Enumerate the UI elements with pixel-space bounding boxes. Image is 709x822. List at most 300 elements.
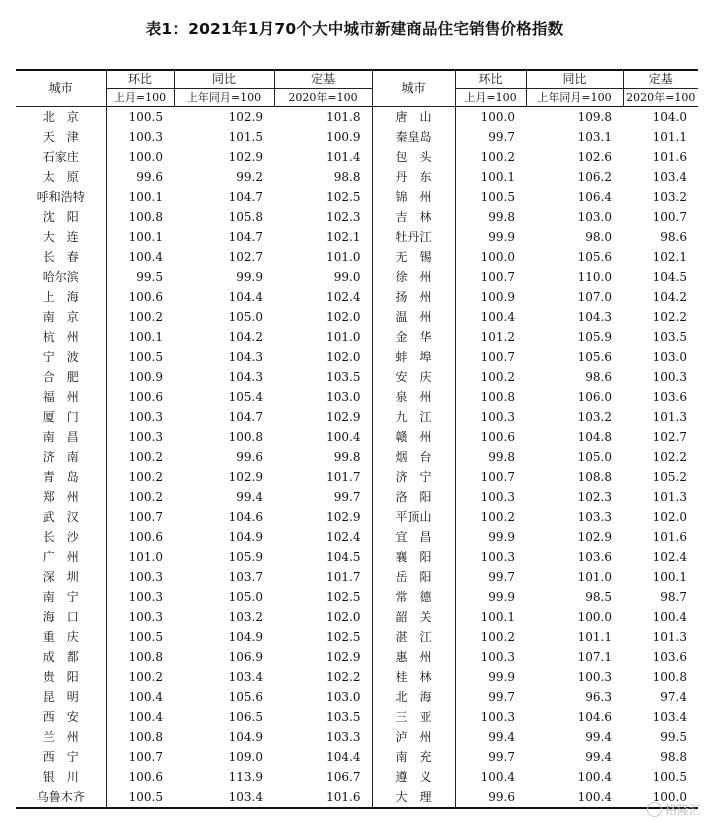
left-city-cell: 海 口 [16,607,106,627]
left-yoy-cell: 113.9 [228,770,263,784]
subheader-base-right: 2020年=100 [623,89,698,107]
left-base-cell: 100.4 [326,430,361,444]
left-yoy-cell: 103.4 [228,670,263,684]
right-mom-cell: 100.3 [480,710,515,724]
right-base-cell: 100.8 [652,670,687,684]
right-base-cell: 105.2 [652,470,687,484]
left-yoy-cell: 102.7 [228,250,263,264]
left-base-cell: 99.0 [333,270,361,284]
table-row [16,287,698,307]
right-city-cell: 金 华 [372,327,455,347]
left-base-cell: 102.0 [326,350,361,364]
table-row [16,667,698,687]
right-city-cell: 温 州 [372,307,455,327]
left-base-cell: 102.0 [326,610,361,624]
right-mom-cell: 100.6 [480,430,515,444]
right-city-cell: 吉 林 [372,207,455,227]
table-row [16,527,698,547]
left-yoy-cell: 99.6 [236,450,263,464]
right-yoy-cell: 100.4 [526,787,623,808]
left-yoy-cell: 105.0 [228,310,263,324]
left-city-cell: 西 宁 [16,747,106,767]
left-yoy-cell: 105.8 [228,210,263,224]
right-mom-cell: 100.9 [480,290,515,304]
right-city-cell: 赣 州 [372,427,455,447]
right-mom-cell: 99.4 [488,730,515,744]
left-yoy-cell: 104.9 [228,730,263,744]
right-city-cell: 岳 阳 [372,567,455,587]
left-mom-cell: 100.2 [128,450,163,464]
left-base-cell: 102.5 [326,190,361,204]
right-city-cell: 徐 州 [372,267,455,287]
right-base-cell: 101.3 [652,490,687,504]
table-row [16,567,698,587]
right-yoy-cell: 101.1 [577,630,612,644]
left-city-cell: 郑 州 [16,487,106,507]
left-mom-cell: 100.6 [128,290,163,304]
right-yoy-cell: 104.6 [577,710,612,724]
left-city-cell: 厦 门 [16,407,106,427]
right-city-cell: 丹 东 [372,167,455,187]
left-city-cell: 哈尔滨 [16,267,106,287]
right-base-cell: 102.7 [652,430,687,444]
right-city-cell: 九 江 [372,407,455,427]
left-yoy-cell: 102.9 [228,150,263,164]
left-base-cell: 99.7 [333,490,361,504]
right-base-cell: 103.4 [652,170,687,184]
left-base-cell: 101.7 [326,470,361,484]
left-yoy-cell: 100.8 [228,430,263,444]
right-city-cell: 济 宁 [372,467,455,487]
left-yoy-cell: 104.7 [228,410,263,424]
right-yoy-cell: 96.3 [585,690,612,704]
left-mom-cell: 100.7 [128,510,163,524]
left-yoy-cell: 106.9 [228,650,263,664]
right-yoy-cell: 100.3 [577,670,612,684]
right-base-cell: 104.5 [652,270,687,284]
left-yoy-cell: 104.9 [228,530,263,544]
left-base-cell: 103.0 [326,690,361,704]
table-row [16,767,698,787]
right-city-cell: 襄 阳 [372,547,455,567]
left-city-cell: 兰 州 [16,727,106,747]
table-row [16,387,698,407]
table-row [16,347,698,367]
right-base-cell: 104.2 [652,290,687,304]
left-mom-cell: 100.5 [128,630,163,644]
left-base-cell: 102.9 [326,510,361,524]
left-city-cell: 长 沙 [16,527,106,547]
right-yoy-cell: 101.0 [577,570,612,584]
right-city-cell: 洛 阳 [372,487,455,507]
left-city-cell: 贵 阳 [16,667,106,687]
table-body [16,107,698,809]
right-yoy-cell: 107.0 [577,290,612,304]
left-mom-cell: 100.3 [128,410,163,424]
subheader-yoy-left: 上年同月=100 [174,89,274,107]
right-mom-cell: 100.7 [480,470,515,484]
header-city-right: 城市 [372,70,455,107]
left-mom-cell: 99.5 [136,270,163,284]
left-city-cell: 宁 波 [16,347,106,367]
left-mom-cell: 100.6 [128,390,163,404]
left-base-cell: 99.8 [333,450,361,464]
left-city-cell: 武 汉 [16,507,106,527]
left-mom-cell: 100.5 [106,787,174,808]
right-yoy-cell: 105.9 [577,330,612,344]
right-mom-cell: 101.2 [480,330,515,344]
right-city-cell: 大 理 [372,787,455,808]
left-yoy-cell: 104.2 [228,330,263,344]
left-base-cell: 103.3 [326,730,361,744]
left-base-cell: 102.5 [326,590,361,604]
left-yoy-cell: 109.0 [228,750,263,764]
left-yoy-cell: 101.5 [228,130,263,144]
right-yoy-cell: 102.3 [577,490,612,504]
left-yoy-cell: 105.6 [228,690,263,704]
right-mom-cell: 100.3 [480,550,515,564]
right-mom-cell: 99.9 [488,530,515,544]
left-city-cell: 沈 阳 [16,207,106,227]
right-mom-cell: 100.4 [480,310,515,324]
right-base-cell: 103.4 [652,710,687,724]
left-base-cell: 104.5 [326,550,361,564]
left-base-cell: 102.0 [326,310,361,324]
header-base-left: 定基 [274,70,372,89]
left-yoy-cell: 104.6 [228,510,263,524]
left-yoy-cell: 104.7 [228,190,263,204]
right-base-cell: 97.4 [660,690,687,704]
right-yoy-cell: 103.1 [577,130,612,144]
right-base-cell: 100.0 [623,787,698,808]
left-mom-cell: 100.2 [128,310,163,324]
right-base-cell: 103.5 [652,330,687,344]
right-yoy-cell: 98.0 [585,230,612,244]
table-row [16,547,698,567]
right-yoy-cell: 106.4 [577,190,612,204]
right-yoy-cell: 105.6 [577,250,612,264]
table-row [16,307,698,327]
right-base-cell: 103.6 [652,650,687,664]
right-city-cell: 湛 江 [372,627,455,647]
table-row [16,747,698,767]
left-base-cell: 104.4 [326,750,361,764]
left-city-cell: 大 连 [16,227,106,247]
subheader-mom-left: 上月=100 [106,89,174,107]
right-yoy-cell: 103.3 [577,510,612,524]
right-city-cell: 平顶山 [372,507,455,527]
left-city-cell: 深 圳 [16,567,106,587]
right-mom-cell: 100.8 [480,390,515,404]
left-base-cell: 101.0 [326,250,361,264]
watermark-text: 格隆汇 [664,803,701,817]
right-yoy-cell: 106.2 [577,170,612,184]
left-yoy-cell: 102.9 [228,470,263,484]
right-city-cell: 三 亚 [372,707,455,727]
right-base-cell: 102.2 [652,450,687,464]
left-city-cell: 福 州 [16,387,106,407]
left-mom-cell: 100.8 [128,210,163,224]
right-mom-cell: 100.7 [480,350,515,364]
left-mom-cell: 100.0 [128,150,163,164]
left-base-cell: 102.2 [326,670,361,684]
left-yoy-cell: 104.4 [228,290,263,304]
right-mom-cell: 99.8 [488,450,515,464]
table-row [16,467,698,487]
left-city-cell: 石家庄 [16,147,106,167]
table-row [16,447,698,467]
left-mom-cell: 100.6 [128,530,163,544]
left-yoy-cell: 104.3 [228,350,263,364]
right-yoy-cell: 98.5 [585,590,612,604]
left-yoy-cell: 106.5 [228,710,263,724]
left-mom-cell: 100.6 [128,770,163,784]
right-mom-cell: 100.3 [480,410,515,424]
left-yoy-cell: 105.4 [228,390,263,404]
left-city-cell: 乌鲁木齐 [16,787,106,808]
right-yoy-cell: 98.6 [585,370,612,384]
right-base-cell: 100.1 [652,570,687,584]
left-city-cell: 南 昌 [16,427,106,447]
right-mom-cell: 99.7 [488,130,515,144]
right-mom-cell: 100.2 [480,150,515,164]
left-mom-cell: 100.2 [128,490,163,504]
header-mom-left: 环比 [106,70,174,89]
left-base-cell: 100.9 [326,130,361,144]
right-city-cell: 安 庆 [372,367,455,387]
left-city-cell: 北 京 [16,107,106,128]
left-city-cell: 天 津 [16,127,106,147]
watermark [647,801,701,818]
left-base-cell: 106.7 [326,770,361,784]
right-base-cell: 98.6 [660,230,687,244]
right-city-cell: 常 德 [372,587,455,607]
left-mom-cell: 100.8 [128,650,163,664]
left-base-cell: 102.9 [326,410,361,424]
left-base-cell: 103.0 [326,390,361,404]
left-city-cell: 昆 明 [16,687,106,707]
right-mom-cell: 100.1 [480,170,515,184]
left-mom-cell: 100.8 [128,730,163,744]
left-yoy-cell: 105.9 [228,550,263,564]
right-mom-cell: 99.7 [488,690,515,704]
right-city-cell: 唐 山 [372,107,455,128]
table-row [16,367,698,387]
left-mom-cell: 100.4 [128,250,163,264]
right-city-cell: 扬 州 [372,287,455,307]
right-city-cell: 宜 昌 [372,527,455,547]
right-yoy-cell: 105.6 [577,350,612,364]
right-base-cell: 98.8 [660,750,687,764]
left-city-cell: 长 春 [16,247,106,267]
right-base-cell: 103.6 [652,390,687,404]
left-city-cell: 成 都 [16,647,106,667]
right-city-cell: 锦 州 [372,187,455,207]
left-base-cell: 101.7 [326,570,361,584]
left-yoy-cell: 104.3 [228,370,263,384]
table-row [16,187,698,207]
right-city-cell: 遵 义 [372,767,455,787]
left-mom-cell: 100.2 [128,670,163,684]
right-mom-cell: 100.3 [480,490,515,504]
right-yoy-cell: 103.6 [577,550,612,564]
left-base-cell: 102.9 [326,650,361,664]
right-city-cell: 烟 台 [372,447,455,467]
right-yoy-cell: 99.4 [585,730,612,744]
right-yoy-cell: 103.2 [577,410,612,424]
right-yoy-cell: 108.8 [577,470,612,484]
right-base-cell: 100.7 [652,210,687,224]
right-yoy-cell: 107.1 [577,650,612,664]
right-mom-cell: 100.4 [480,770,515,784]
right-mom-cell: 100.1 [480,610,515,624]
right-yoy-cell: 106.0 [577,390,612,404]
right-base-cell: 104.0 [652,110,687,124]
left-mom-cell: 100.4 [128,710,163,724]
left-mom-cell: 101.0 [128,550,163,564]
left-yoy-cell: 103.2 [228,610,263,624]
left-base-cell: 103.5 [326,710,361,724]
right-base-cell: 98.7 [660,590,687,604]
subheader-mom-right: 上月=100 [455,89,526,107]
table-row [16,707,698,727]
right-city-cell: 包 头 [372,147,455,167]
right-mom-cell: 99.9 [488,230,515,244]
table-row [16,787,698,808]
header-base-right: 定基 [623,70,698,89]
right-base-cell: 101.3 [652,410,687,424]
subheader-yoy-right: 上年同月=100 [526,89,623,107]
left-base-cell: 101.0 [326,330,361,344]
right-city-cell: 桂 林 [372,667,455,687]
left-city-cell: 重 庆 [16,627,106,647]
right-mom-cell: 100.7 [480,270,515,284]
right-base-cell: 101.3 [652,630,687,644]
right-yoy-cell: 103.0 [577,210,612,224]
right-city-cell: 秦皇岛 [372,127,455,147]
right-city-cell: 泉 州 [372,387,455,407]
header-yoy-left: 同比 [174,70,274,89]
left-city-cell: 上 海 [16,287,106,307]
left-mom-cell: 100.2 [128,470,163,484]
right-base-cell: 102.2 [652,310,687,324]
right-city-cell: 蚌 埠 [372,347,455,367]
left-mom-cell: 100.3 [128,430,163,444]
left-base-cell: 101.6 [274,787,372,808]
left-city-cell: 呼和浩特 [16,187,106,207]
right-mom-cell: 99.7 [488,570,515,584]
left-mom-cell: 100.5 [128,350,163,364]
right-city-cell: 无 锡 [372,247,455,267]
right-yoy-cell: 109.8 [577,110,612,124]
table-row [16,687,698,707]
right-yoy-cell: 99.4 [585,750,612,764]
left-yoy-cell: 99.4 [236,490,263,504]
left-yoy-cell: 105.0 [228,590,263,604]
right-base-cell: 101.1 [652,130,687,144]
left-yoy-cell: 102.9 [228,110,263,124]
right-base-cell: 101.6 [652,530,687,544]
right-mom-cell: 100.2 [480,370,515,384]
right-mom-cell: 100.2 [480,630,515,644]
left-city-cell: 广 州 [16,547,106,567]
left-city-cell: 西 安 [16,707,106,727]
table-row [16,107,698,128]
right-base-cell: 102.4 [652,550,687,564]
left-base-cell: 102.3 [326,210,361,224]
right-yoy-cell: 110.0 [577,270,612,284]
left-base-cell: 101.4 [326,150,361,164]
table-row [16,407,698,427]
left-base-cell: 102.1 [326,230,361,244]
right-base-cell: 100.4 [652,610,687,624]
left-city-cell: 济 南 [16,447,106,467]
table-row [16,247,698,267]
right-yoy-cell: 104.3 [577,310,612,324]
left-mom-cell: 99.6 [136,170,163,184]
header-mom-right: 环比 [455,70,526,89]
right-mom-cell: 100.0 [480,250,515,264]
header-yoy-right: 同比 [526,70,623,89]
left-base-cell: 103.5 [326,370,361,384]
left-mom-cell: 100.1 [128,190,163,204]
left-mom-cell: 100.3 [128,610,163,624]
left-yoy-cell: 104.7 [228,230,263,244]
right-mom-cell: 100.0 [480,110,515,124]
left-mom-cell: 100.3 [128,590,163,604]
right-city-cell: 北 海 [372,687,455,707]
table-row [16,147,698,167]
right-base-cell: 99.5 [660,730,687,744]
right-base-cell: 103.0 [652,350,687,364]
left-yoy-cell: 103.4 [174,787,274,808]
right-mom-cell: 100.2 [480,510,515,524]
right-base-cell: 102.1 [652,250,687,264]
left-city-cell: 杭 州 [16,327,106,347]
left-base-cell: 102.5 [326,630,361,644]
left-base-cell: 101.8 [326,110,361,124]
left-yoy-cell: 103.7 [228,570,263,584]
table-row [16,427,698,447]
right-city-cell: 韶 关 [372,607,455,627]
right-base-cell: 100.3 [652,370,687,384]
table-row [16,627,698,647]
left-mom-cell: 100.1 [128,230,163,244]
left-base-cell: 98.8 [333,170,361,184]
left-mom-cell: 100.3 [128,130,163,144]
table-row [16,487,698,507]
right-city-cell: 南 充 [372,747,455,767]
left-mom-cell: 100.3 [128,570,163,584]
table-row [16,647,698,667]
table-row [16,167,698,187]
watermark-logo-icon [647,802,662,817]
right-base-cell: 101.6 [652,150,687,164]
right-yoy-cell: 104.8 [577,430,612,444]
left-yoy-cell: 99.9 [236,270,263,284]
left-base-cell: 102.4 [326,530,361,544]
left-yoy-cell: 99.2 [236,170,263,184]
left-city-cell: 南 宁 [16,587,106,607]
left-yoy-cell: 104.9 [228,630,263,644]
table-row [16,207,698,227]
table-row [16,727,698,747]
table-row [16,267,698,287]
left-mom-cell: 100.1 [128,330,163,344]
right-mom-cell: 99.7 [488,750,515,764]
left-city-cell: 南 京 [16,307,106,327]
table-row [16,507,698,527]
